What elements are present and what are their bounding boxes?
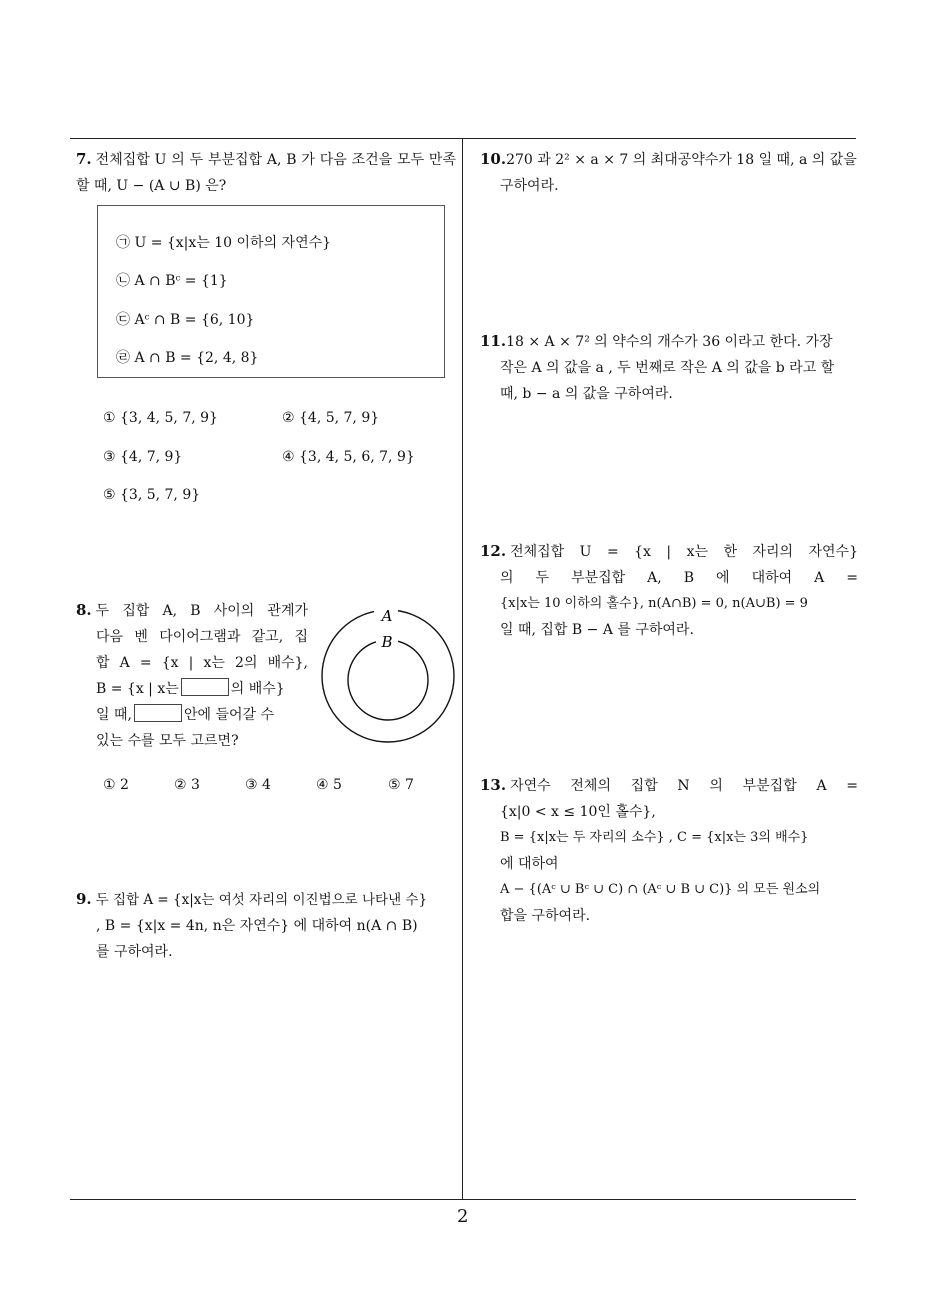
question-11-stem [480, 328, 860, 407]
answer-blank-2 [134, 704, 182, 722]
question-12-stem [480, 538, 858, 643]
q9-line-2: , B = {x|x = 4n, n은 자연수} 에 대하여 n(A ∩ B) [96, 918, 418, 934]
question-12-number: 12. [480, 542, 507, 560]
q7-choice-4[interactable]: ④ {3, 4, 5, 6, 7, 9} [282, 449, 415, 465]
q7-choice-2[interactable]: ② {4, 5, 7, 9} [282, 410, 380, 426]
condition-1: ㉠ U = {x|x는 10 이하의 자연수} [116, 235, 332, 251]
venn-label-a: A [381, 607, 393, 625]
q8-line-1: 8. 두 집합 A, B 사이의 관계가 [76, 601, 308, 619]
q12-line-2: 의 두 부분집합 A, B 에 대하여 A = [500, 570, 858, 586]
q7-choice-5[interactable]: ⑤ {3, 5, 7, 9} [103, 487, 201, 503]
q9-line-1: 9. 두 집합 A = {x|x는 여섯 자리의 이진법으로 나타낸 수} [76, 890, 428, 908]
question-7-stem [76, 146, 456, 199]
q7-choice-1[interactable]: ① {3, 4, 5, 7, 9} [103, 410, 218, 426]
q8-line-6: 있는 수를 모두 고르면? [96, 733, 239, 749]
q9-line-3: 를 구하여라. [96, 944, 173, 960]
answer-blank [181, 678, 229, 696]
q8-choice-4[interactable]: ④ 5 [316, 777, 342, 793]
question-13-stem [480, 772, 858, 929]
q8-choice-3[interactable]: ③ 4 [245, 777, 271, 793]
q12-line-1: 12. 전체집합 U = {x | x는 한 자리의 자연수} [480, 542, 858, 560]
q7-choice-3[interactable]: ③ {4, 7, 9} [103, 449, 183, 465]
question-9-stem [76, 886, 462, 965]
q8-line-4: B = {x | x는 의 배수} [76, 676, 308, 702]
top-rule [70, 138, 856, 139]
q10-line-2: 구하여라. [500, 178, 559, 194]
q8-line-2: 다음 벤 다이어그램과 같고, 집 [96, 629, 308, 645]
q13-line-2: {x|0 < x ≤ 10인 홀수}, [500, 804, 656, 820]
q13-line-3: B = {x|x는 두 자리의 소수} , C = {x|x는 3의 배수} [500, 830, 809, 845]
condition-3: ㉢ Aᶜ ∩ B = {6, 10} [116, 312, 255, 328]
page-number: 2 [457, 1206, 469, 1227]
q8-choice-5[interactable]: ⑤ 7 [388, 777, 414, 793]
question-10-number: 10. [480, 150, 507, 168]
condition-2: ㉡ A ∩ Bᶜ = {1} [116, 273, 228, 289]
bottom-rule [70, 1199, 856, 1200]
question-9-number: 9. [76, 890, 92, 908]
q12-line-3: {x|x는 10 이하의 홀수}, n(A∩B) = 0, n(A∪B) = 9 [500, 596, 808, 611]
q8-line-5: 일 때, 안에 들어갈 수 [76, 702, 308, 728]
q13-line-1: 13. 자연수 전체의 집합 N 의 부분집합 A = [480, 776, 858, 794]
venn-inner-circle [348, 640, 428, 720]
q11-line-3: 때, b − a 의 값을 구하여라. [500, 386, 673, 402]
question-11-number: 11. [480, 332, 507, 350]
question-7-number: 7. [76, 150, 92, 168]
q13-line-6: 합을 구하여라. [500, 908, 591, 924]
q8-choice-1[interactable]: ① 2 [103, 777, 129, 793]
question-7-text: 전체집합 U 의 두 부분집합 A, B 가 다음 조건을 모두 만족할 때, U − (A ∪ B) 은? [76, 152, 456, 194]
q8-choice-2[interactable]: ② 3 [174, 777, 200, 793]
question-8-stem [76, 597, 308, 754]
q11-line-2: 작은 A 의 값을 a , 두 번째로 작은 A 의 값을 b 라고 할 [500, 360, 835, 376]
question-8-number: 8. [76, 601, 92, 619]
question-10-stem [480, 146, 860, 199]
q13-line-4: 에 대하여 [500, 856, 559, 872]
q10-line-1: 10.270 과 2² × a × 7 의 최대공약수가 18 일 때, a 의 값을 [480, 150, 857, 168]
condition-4: ㉣ A ∩ B = {2, 4, 8} [116, 350, 259, 366]
venn-diagram [318, 600, 460, 750]
venn-outer-circle [322, 610, 454, 742]
venn-label-b: B [381, 633, 393, 651]
q8-line-3: 합 A = {x | x는 2의 배수}, [96, 655, 308, 671]
q13-line-5: A − {(Aᶜ ∪ Bᶜ ∪ C) ∩ (Aᶜ ∪ B ∪ C)} 의 모든 원소의 [500, 882, 821, 897]
q11-line-1: 11.18 × A × 7² 의 약수의 개수가 36 이라고 한다. 가장 [480, 332, 833, 350]
q12-line-4: 일 때, 집합 B − A 를 구하여라. [500, 622, 694, 638]
question-13-number: 13. [480, 776, 507, 794]
column-divider [462, 138, 463, 1200]
